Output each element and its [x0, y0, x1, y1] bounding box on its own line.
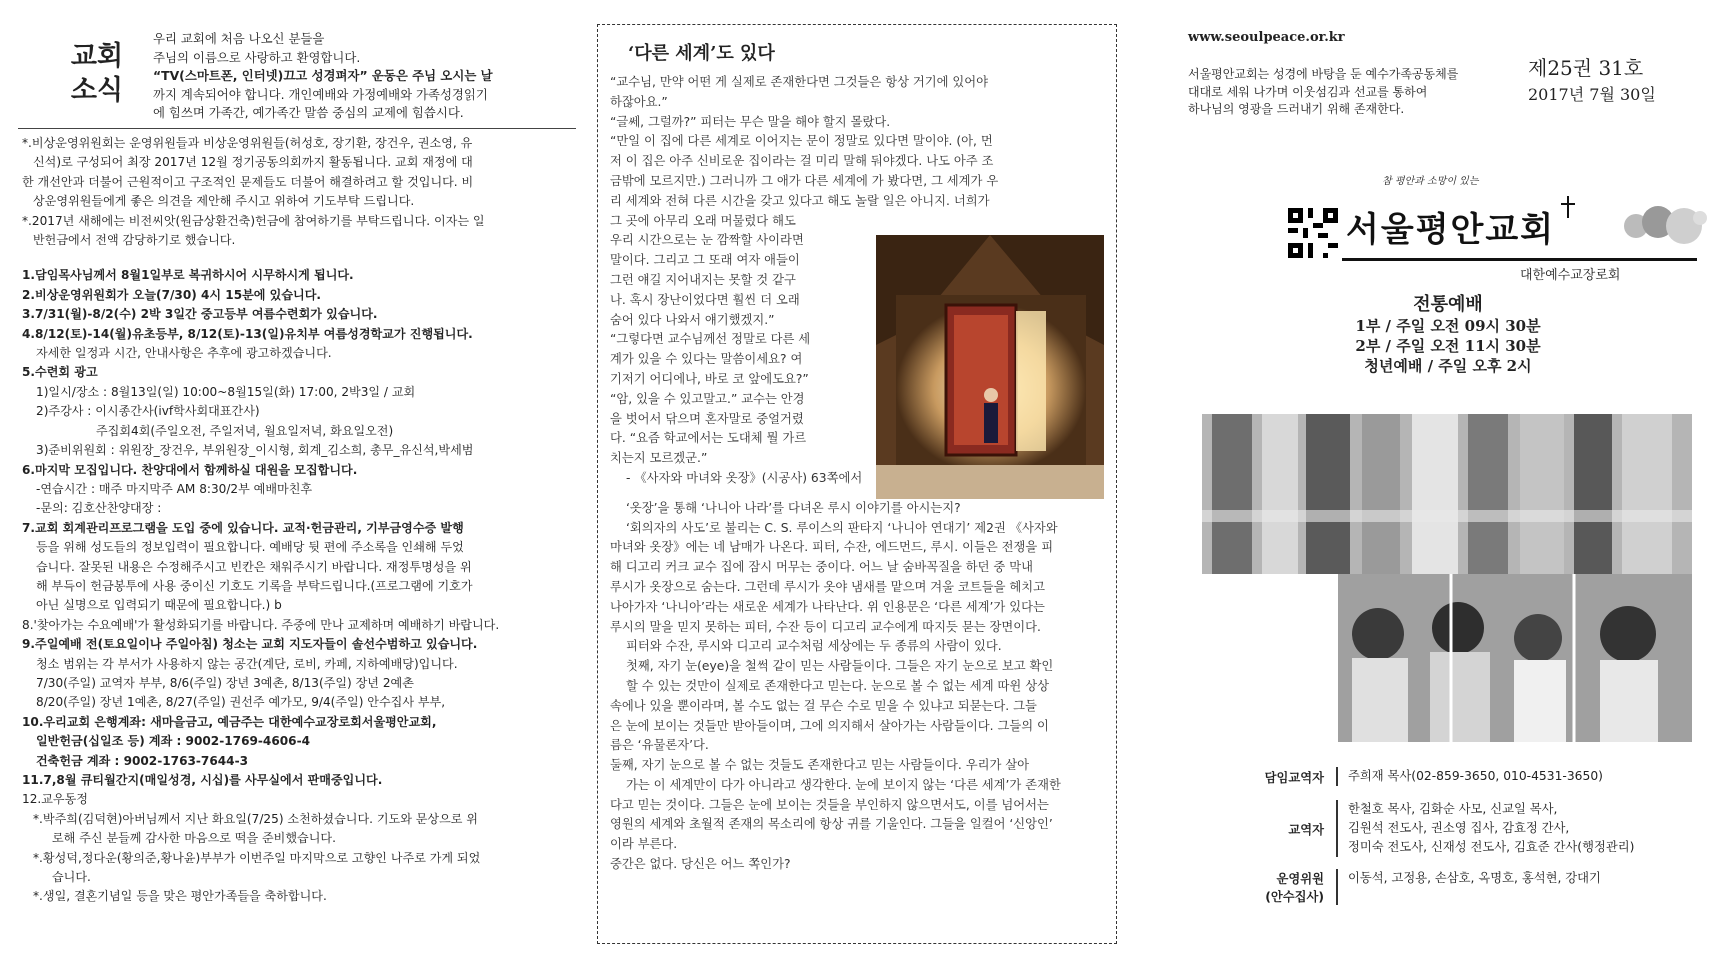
- announcement-line: 7/30(주일) 교역자 부부, 8/6(주일) 장년 3예촌, 8/13(주일) 장년 2예촌: [36, 675, 414, 690]
- announcement-line: 로해 주신 분들께 감사한 마음으로 떡을 준비했습니다.: [52, 831, 336, 846]
- announcement-line: 1.담임목사님께서 8월1일부로 복귀하시어 시무하시게 됩니다.: [22, 268, 354, 283]
- slogan: 참 평안과 소망이 있는: [1382, 176, 1479, 187]
- staff-row: [1252, 800, 1702, 857]
- announcements: [22, 134, 574, 907]
- staff-value: [1338, 869, 1601, 905]
- description-line: 서울평안교회는 성경에 바탕을 둔 예수가족공동체를: [1188, 67, 1459, 81]
- staff-directory: [1252, 767, 1702, 917]
- announcement-line: 청소 범위는 각 부서가 사용하지 않는 공간(계단, 로비, 카페, 지하예배당)입니다.: [36, 656, 458, 671]
- essay-line: 둘째, 자기 눈으로 볼 수 없는 것들도 존재한다고 믿는 사람들이다. 우리가 살아: [610, 758, 1030, 773]
- description-line: 하나님의 영광을 드러내기 위해 존재한다.: [1188, 102, 1405, 116]
- announcement-line: 습니다.: [52, 870, 91, 885]
- essay-line: 하잖아요.”: [610, 94, 668, 109]
- qr-code-icon[interactable]: [1288, 208, 1338, 258]
- essay-line: 루시의 말을 믿지 못하는 피터, 수잔 등이 디고리 교수에게 따지듯 묻는 장면이다.: [610, 619, 1041, 634]
- essay-line: 을 벗어서 닦으며 혼자말로 중얼거렸: [610, 411, 804, 426]
- staff-label-text: (안수집사): [1265, 890, 1324, 904]
- announcement-line: 자세한 일정과 시간, 안내사항은 추후에 광고하겠습니다.: [36, 346, 332, 361]
- announcement-line: 아닌 실명으로 입력되기 때문에 필요합니다.) b: [36, 598, 282, 613]
- essay-line: 다고 믿는 것이다. 그들은 눈에 보이는 것들을 부인하지 않으면서도, 이를 넘어서는: [610, 797, 1049, 812]
- essay-line: 나아가자 ‘나니아’라는 새로운 세계가 나타난다. 위 인용문은 ‘다른 세계’가 있다는: [610, 599, 1045, 614]
- announcement-line: 건축헌금 계좌 : 9002-1763-7644-3: [36, 753, 249, 768]
- worship-line: 청년예배 / 주일 오후 2시: [1364, 357, 1532, 375]
- worship-line: 1부 / 주일 오전 09시 30분: [1355, 317, 1541, 335]
- children-praying-photo: [1338, 574, 1692, 742]
- essay-title: ‘다른 세계’도 있다: [628, 43, 775, 64]
- essay-line: 은 눈에 보이는 것들만 받아들이며, 그에 의지해서 살아가는 사람들이다. 그들의 이: [610, 718, 1049, 733]
- staff-value-line: 주희재 목사(02-859-3650, 010-4531-3650): [1348, 769, 1603, 783]
- essay-line: “그렇다면 교수님께선 정말로 다른 세: [610, 332, 811, 347]
- news-column: [18, 22, 576, 942]
- announcement-line: 10.우리교회 은행계좌: 새마을금고, 예금주는 대한예수교장로회서울평안교회,: [22, 714, 437, 729]
- staff-label: [1252, 869, 1338, 905]
- worship-line: 2부 / 주일 오전 11시 30분: [1355, 337, 1541, 355]
- announcement-line: 습니다. 잘못된 내용은 수정해주시고 빈칸은 채워주시기 바랍니다. 재정투명성을 위: [36, 559, 472, 574]
- welcome-intro: [153, 30, 575, 123]
- staff-row: [1252, 767, 1702, 786]
- announcement-line: 해 부득이 헌금봉투에 사용 중이신 기호도 기록을 부탁드립니다.(프로그램에 기호가: [36, 578, 473, 593]
- announcement-line: 반헌금에서 전액 감당하기로 했습니다.: [33, 233, 236, 248]
- essay-column: [597, 24, 1117, 944]
- announcement-line: *.생일, 결혼기념일 등을 맞은 평안가족들을 축하합니다.: [33, 889, 327, 904]
- essay-line: 치는지 모르겠군.”: [610, 451, 708, 466]
- announcement-line: 8.'찾아가는 수요예배'가 활성화되기를 바랍니다. 주중에 만나 교제하며 예배하기 바랍니다.: [22, 617, 500, 632]
- staff-value: [1338, 767, 1603, 786]
- essay-line: 름은 ‘유물론자’다.: [610, 738, 709, 753]
- staff-label-text: 운영위원: [1276, 872, 1324, 886]
- worship-schedule: [1188, 290, 1708, 376]
- essay-line: “만일 이 집에 다른 세계로 이어지는 문이 정말로 있다면 말이야. (아, 먼: [610, 134, 993, 149]
- announcement-line: 9.주일예배 전(토요일이나 주일아침) 청소는 교회 지도자들이 솔선수범하고 있습니다.: [22, 637, 478, 652]
- staff-value-line: 이동석, 고정용, 손삼호, 옥명호, 홍석현, 강대기: [1348, 871, 1601, 885]
- description-line: 대대로 세워 나가며 이웃섬김과 선교를 통하여: [1188, 84, 1428, 99]
- spacer: [610, 489, 1108, 499]
- website-link[interactable]: www.seoulpeace.or.kr: [1188, 30, 1345, 45]
- church-name: 서울평안교회: [1346, 210, 1556, 250]
- essay-line: 기저기 어디에나, 바로 코 앞에도요?”: [610, 371, 809, 386]
- intro-line: “TV(스마트폰, 인터넷)끄고 성경펴자” 운동은 주님 오시는 날: [153, 68, 493, 84]
- church-description: [1188, 66, 1518, 119]
- staff-value: [1338, 800, 1634, 857]
- essay-line: 리 세계와 전혀 다른 시간을 갖고 있다고 해도 놀랄 일은 아니지. 너희가: [610, 193, 990, 208]
- church-logo: [1288, 172, 1703, 282]
- intro-line: 에 힘쓰며 가족간, 예가족간 말씀 중심의 교제에 힘씁시다.: [153, 105, 464, 121]
- essay-line: ‘옷장’을 통해 ‘나니아 나라’를 다녀온 루시 이야기를 아시는지?: [626, 500, 961, 515]
- logo-underline: [1342, 258, 1697, 261]
- essay-line: 계가 있을 수 있다는 말씀이세요? 여: [610, 352, 803, 367]
- intro-line: 우리 교회에 처음 나오신 분들을: [153, 31, 325, 46]
- announcement-line: 신석)로 구성되어 최장 2017년 12월 정기공동의회까지 활동됩니다. 교회 재정에 대: [33, 155, 473, 170]
- essay-body: [610, 73, 1108, 875]
- announcement-line: *.비상운영위원회는 운영위원들과 비상운영위원들(허성호, 장기환, 장건우, 권소영, 유: [22, 136, 473, 150]
- announcement-line: 5.수련회 광고: [22, 365, 98, 380]
- denomination: 대한예수교장로회: [1520, 268, 1621, 283]
- staff-value-line: 한철호 목사, 김화순 사모, 신교일 목사,: [1348, 802, 1558, 816]
- news-heading: [62, 40, 132, 108]
- announcement-line: 한 개선안과 더불어 근원적이고 구조적인 문제들도 더불어 해결하려고 할 것입니다. 비: [22, 174, 474, 189]
- staff-value-line: 김원석 전도사, 권소영 집사, 감효정 간사,: [1348, 821, 1570, 835]
- essay-line: 저 이 집은 아주 신비로운 집이라는 걸 미리 말해 둬야겠다. 나도 아주 조: [610, 154, 994, 169]
- volume-number: 제25권 31호: [1528, 56, 1644, 80]
- staff-label-text: 담임교역자: [1264, 770, 1324, 785]
- essay-line: 속에나 있을 뿐이라며, 볼 수도 없는 걸 무슨 수로 믿을 수 있냐고 되묻는다. 그들: [610, 698, 1037, 713]
- staff-label: [1252, 800, 1338, 857]
- essay-line: “글쎄, 그럴까?” 피터는 무슨 말을 해야 할지 몰랐다.: [610, 114, 891, 129]
- announcement-line: 일반헌금(십일조 등) 계좌 : 9002-1769-4606-4: [36, 734, 311, 749]
- divider: [18, 128, 576, 129]
- essay-line: 우리 시간으로는 눈 깜짝할 사이라면: [610, 233, 804, 248]
- announcement-line: 6.마지막 모집입니다. 찬양대에서 함께하실 대원을 모집합니다.: [22, 462, 358, 477]
- essay-line: 마녀와 옷장》에는 네 남매가 나온다. 피터, 수잔, 에드먼드, 루시. 이들은 전쟁을 피: [610, 540, 1054, 555]
- announcement-line: 2.비상운영위원회가 오늘(7/30) 4시 15분에 있습니다.: [22, 287, 322, 302]
- essay-line: 말이다. 그리고 그 또래 여자 애들이: [610, 253, 800, 268]
- announcement-line: *.박주희(김덕현)아버님께서 지난 화요일(7/25) 소천하셨습니다. 기도와 문상으로 위: [33, 811, 478, 826]
- announcement-line: *.2017년 새해에는 비전씨앗(원금상환건축)헌금에 참여하기를 부탁드립니다. 이자는 일: [22, 213, 485, 228]
- essay-line: 영원의 세계와 초월적 존재의 목소리에 항상 귀를 기울인다. 그들을 일컬어 ‘신앙인’: [610, 817, 1053, 832]
- announcement-line: 8/20(주일) 장년 1예촌, 8/27(주일) 권선주 예가모, 9/4(주일) 안수집사 부부,: [36, 695, 446, 710]
- staff-row: [1252, 869, 1702, 905]
- announcement-line: *.황성덕,정다운(황의준,황나윤)부부가 이번주일 마지막으로 고향인 나주로 가게 되었: [33, 850, 481, 865]
- people-standing-image: [1202, 414, 1692, 574]
- intro-line: 까지 계속되어야 합니다. 개인예배와 가정예배와 가족성경읽기: [153, 86, 488, 102]
- worship-title: 전통예배: [1413, 294, 1483, 315]
- children-image: [1338, 574, 1692, 742]
- essay-line: 가는 이 세계만이 다가 아니라고 생각한다. 눈에 보이지 않는 ‘다른 세계’가 존재한: [626, 777, 1061, 792]
- announcement-line: 3.7/31(월)-8/2(수) 2박 3일간 중고등부 여름수련회가 있습니다.: [22, 307, 378, 322]
- essay-line: 해 디고리 커크 교수 집에 잠시 머무는 중이다. 어느 날 숨바꼭질을 하던 중 막내: [610, 560, 1033, 575]
- announcement-line: 4.8/12(토)-14(월)유초등부, 8/12(토)-13(일)유치부 여름성경학교가 진행됩니다.: [22, 326, 473, 341]
- essay-line: 다. “요즘 학교에서는 도대체 뭘 가르: [610, 431, 807, 446]
- essay-line: 첫째, 자기 눈(eye)을 철썩 같이 믿는 사람들이다. 그들은 자기 눈으로 보고 확인: [626, 659, 1054, 674]
- essay-line: 숨어 있다 나와서 얘기했겠지.”: [610, 312, 775, 327]
- congregation-photo: [1202, 414, 1692, 574]
- masthead-column: [1188, 22, 1708, 952]
- essay-line: 그런 얘길 지어내지는 못할 것 같구: [610, 272, 796, 287]
- issue-date: 2017년 7월 30일: [1528, 85, 1656, 104]
- essay-line: 나. 혹시 장난이었다면 훨씬 더 오래: [610, 292, 800, 307]
- essay-line: 중간은 없다. 당신은 어느 쪽인가?: [610, 857, 791, 872]
- essay-line: 할 수 있는 것만이 실제로 존재한다고 믿는다. 눈으로 볼 수 없는 세계 따윈 상상: [626, 678, 1049, 693]
- essay-line: 그 곳에 아무리 오래 머물렀다 해도: [610, 213, 796, 228]
- announcement-line: -연습시간 : 매주 마지막주 AM 8:30/2부 예배마친후: [36, 481, 313, 496]
- essay-line: 금밖에 모르지만.) 그러니까 그 애가 다른 세계에 가 봤다면, 그 세계가 우: [610, 173, 999, 188]
- announcement-line: 1)일시/장소 : 8월13일(일) 10:00~8월15일(화) 17:00, 2박3일 / 교회: [36, 384, 416, 399]
- spacer: [22, 250, 574, 266]
- essay-line: ‘회의자의 사도’로 불리는 C. S. 루이스의 판타지 ‘나니아 연대기’ 제2권 《사자와: [626, 520, 1058, 535]
- staff-label: [1252, 767, 1338, 786]
- staff-value-line: 정미숙 전도사, 신재성 전도사, 김효준 간사(행정관리): [1348, 840, 1635, 854]
- essay-line: “암, 있을 수 있고말고.” 교수는 안경: [610, 391, 805, 406]
- announcement-line: 상운영위원들에게 좋은 의견을 제안해 주시고 위하여 기도부탁 드립니다.: [33, 194, 415, 209]
- announcement-line: 7.교회 회계관리프로그램을 도입 중에 있습니다. 교적·헌금관리, 기부금영수증 발행: [22, 520, 464, 535]
- announcement-line: -문의: 김호산찬양대장 :: [36, 501, 162, 516]
- announcement-line: 등을 위해 성도들의 정보입력이 필요합니다. 예배당 뒷 편에 주소록을 인쇄해 두었: [36, 540, 464, 555]
- intro-line: 주님의 이름으로 사랑하고 환영합니다.: [153, 49, 361, 65]
- essay-line: “교수님, 만약 어떤 게 실제로 존재한다면 그것들은 항상 거기에 있어야: [610, 75, 989, 89]
- announcement-line: 11.7,8월 큐티월간지(매일성경, 시십)를 사무실에서 판매중입니다.: [22, 773, 383, 787]
- essay-line: 루시가 옷장으로 숨는다. 그런데 루시가 옷야 냄새를 맡으며 겨울 코트들을 헤치고: [610, 579, 1045, 594]
- essay-line: 피터와 수잔, 루시와 디고리 교수처럼 세상에는 두 종류의 사람이 있다.: [626, 639, 1002, 654]
- announcement-line: 주집회4회(주일오전, 주일저녁, 월요일저녁, 화요일오전): [96, 423, 394, 438]
- announcement-line: 3)준비위원회 : 위원장_장건우, 부위원장_이시형, 회계_김소희, 총무_유신석,박세범: [36, 443, 474, 458]
- essay-line: 이라 부른다.: [610, 837, 678, 852]
- staff-label-text: 교역자: [1288, 822, 1324, 837]
- news-heading-text: 교회 소식: [70, 41, 124, 106]
- announcement-line: 12.교우동정: [22, 792, 88, 807]
- decorative-circles-icon: [1548, 196, 1708, 256]
- essay-line: - 《사자와 마녀와 옷장》(시공사) 63쪽에서: [626, 470, 863, 485]
- announcement-line: 2)주강사 : 이시종간사(ivf학사회대표간사): [36, 404, 260, 419]
